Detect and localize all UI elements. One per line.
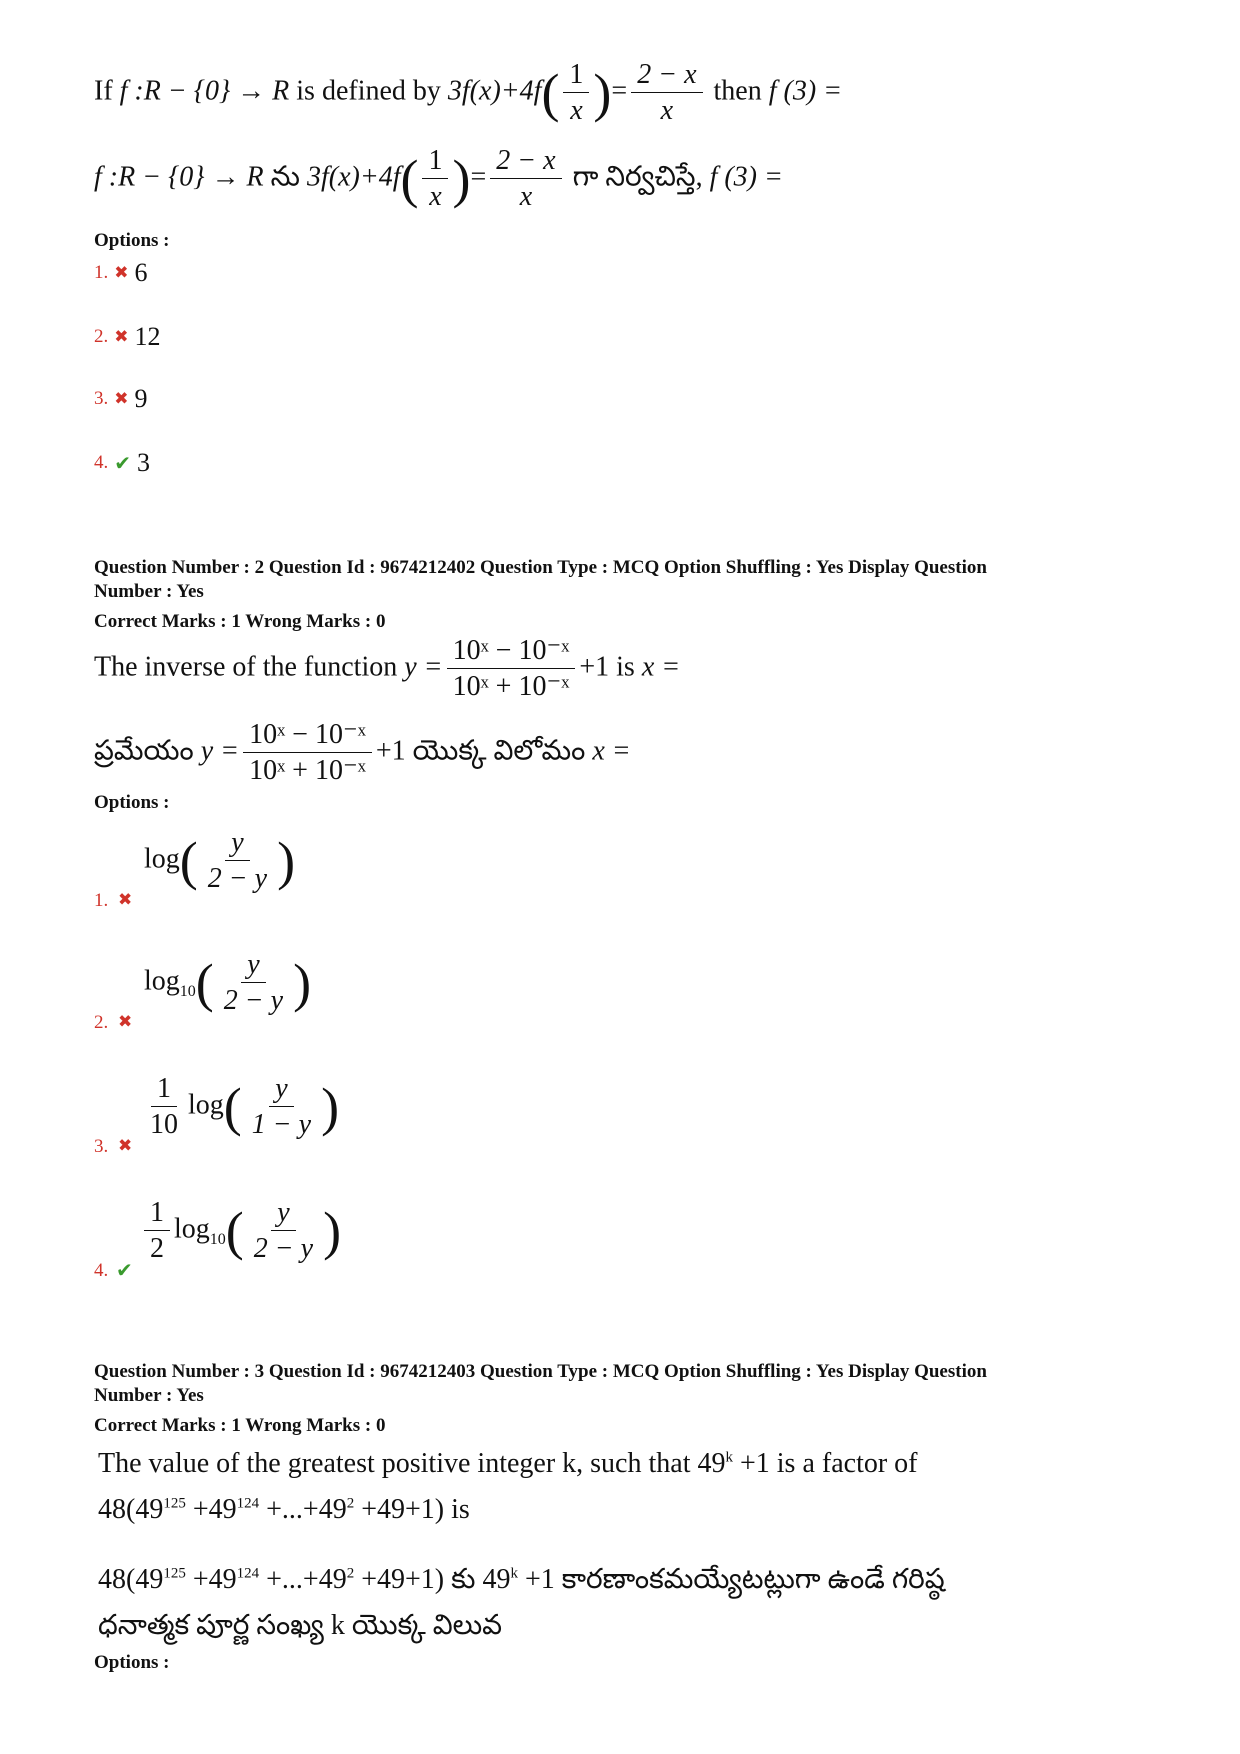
q3-meta-line1: Question Number : 3 Question Id : 9674212403 Question Type : MCQ Option Shuffling : Yes Display Question: [94, 1361, 987, 1382]
q2-te-lead: ప్రమేయం: [94, 735, 194, 767]
option-value: 3: [137, 448, 151, 477]
q2-english-statement: [94, 636, 680, 702]
q2-meta-line2: Number : Yes: [94, 581, 204, 602]
option-number: 2.: [94, 326, 109, 347]
q1-te-inner-fraction: $\frac{1}{x}$: [422, 146, 448, 212]
q2-te-fraction: $\frac{\text{10ˣ − 10⁻ˣ}}{\text{10ˣ + 10⁻ˣ}}$: [243, 720, 372, 786]
q2-en-fraction: $\frac{\text{10ˣ − 10⁻ˣ}}{\text{10ˣ + 10⁻ˣ}}$: [447, 636, 576, 702]
correct-check-icon: ✔: [116, 1258, 133, 1282]
option-number: 3.: [94, 1136, 109, 1157]
q2-en-y: y =: [404, 651, 443, 683]
q3-marks: Correct Marks : 1 Wrong Marks : 0: [94, 1415, 386, 1436]
q1-english-statement: If f :R − {0} → R is defined by 3f(x)+4f ( $\frac{1}{x}$ ) = $\frac{2 - x}{x}$ then f (3) =: [94, 59, 843, 127]
q1-en-function-def: f :R − {0} → R: [119, 75, 290, 107]
q2-en-tail: is: [616, 651, 635, 683]
q1-te-rhs-fraction: $\frac{2 - x}{x}$: [490, 146, 561, 212]
correct-check-icon: ✔: [114, 451, 132, 475]
wrong-mark-icon: ✖: [114, 263, 129, 283]
q3-english-line1: The value of the greatest positive integer k, such that 49$^k$ +1 is a factor of: [98, 1448, 918, 1479]
option-expression: $\frac{1}{2}$ $\log_{10}$ ( $\frac{y}{2 - y}$ ): [140, 1198, 341, 1264]
q2-options-label: Options :: [94, 792, 170, 813]
option-number: 4.: [94, 452, 109, 473]
wrong-mark-icon: ✖: [114, 389, 129, 409]
q2-option-3[interactable]: [94, 1068, 494, 1168]
q1-option-4[interactable]: [94, 448, 150, 478]
wrong-mark-icon: ✖: [114, 327, 129, 347]
q3-meta: [94, 1360, 1174, 1408]
wrong-mark-icon: ✖: [118, 1136, 133, 1156]
q1-option-3[interactable]: [94, 384, 148, 414]
q2-en-lead: The inverse of the function: [94, 651, 398, 683]
q2-en-plus: +1: [579, 651, 610, 683]
option-expression: $\log_{10}$ ( $\frac{y}{2 - y}$ ): [144, 949, 312, 1017]
q1-option-2[interactable]: [94, 322, 161, 352]
q1-te-function-def: f :R − {0} → R: [94, 161, 264, 193]
q3-options-label: Options :: [94, 1652, 170, 1673]
q1-en-mid: is defined by: [296, 75, 441, 107]
q1-te-tail: గా నిర్వచిస్తే,: [572, 161, 703, 193]
option-number: 1.: [94, 262, 109, 283]
q2-meta-line1: Question Number : 2 Question Id : 9674212402 Question Type : MCQ Option Shuffling : Yes Display Question: [94, 557, 987, 578]
q1-options-label: Options :: [94, 230, 170, 251]
option-number: 3.: [94, 388, 109, 409]
q2-marks: Correct Marks : 1 Wrong Marks : 0: [94, 611, 386, 632]
q1-te-lhs: 3f(x)+4f: [306, 161, 401, 193]
q2-te-y: y =: [200, 735, 240, 767]
q1-option-1[interactable]: [94, 258, 148, 288]
q2-te-tail: యొక్క విలోమం: [412, 735, 586, 767]
q2-option-1[interactable]: [94, 822, 494, 922]
q3-meta-line2: Number : Yes: [94, 1385, 204, 1406]
option-expression: log ( $\frac{y}{2 - y}$ ): [144, 827, 296, 895]
q1-en-inner-fraction: $\frac{1}{x}$: [563, 60, 589, 126]
wrong-mark-icon: ✖: [118, 890, 133, 910]
q1-te-nu: ను: [270, 161, 300, 193]
q1-en-lead: If: [94, 75, 113, 107]
q2-option-4[interactable]: [94, 1192, 494, 1292]
q1-en-lhs: 3f(x)+4f: [447, 75, 542, 107]
option-value: 12: [134, 322, 161, 351]
q2-te-ask: x =: [592, 735, 631, 767]
q2-te-plus: +1: [375, 735, 406, 767]
q2-en-ask: x =: [641, 651, 681, 683]
q1-en-ask: f (3) =: [768, 75, 843, 107]
q2-meta: [94, 556, 1174, 604]
q2-option-2[interactable]: [94, 944, 494, 1044]
q1-telugu-statement: f :R − {0} → R ను 3f(x)+4f ( $\frac{1}{x}$ ) = $\frac{2 - x}{x}$ గా నిర్వచిస్తే, f (3) =: [94, 145, 783, 213]
q3-telugu-line2: ధనాత్మక పూర్ణ సంఖ్య k యొక్క విలువ: [98, 1610, 503, 1641]
wrong-mark-icon: ✖: [118, 1012, 133, 1032]
option-value: 9: [134, 384, 148, 413]
option-number: 4.: [94, 1260, 109, 1281]
option-value: 6: [134, 258, 148, 287]
q2-telugu-statement: [94, 720, 631, 786]
q3-english-line2: $48(49^{125} +49^{124} +...+49^2 +49+1)$ is: [98, 1494, 470, 1525]
q3-telugu-line1: $48(49^{125} +49^{124} +...+49^2 +49+1)$ కు 49$^k$ +1 కారణాంకమయ్యేటట్లుగా ఉండే గరిష్ఠ: [98, 1564, 945, 1595]
q1-en-tail: then: [713, 75, 762, 107]
option-number: 2.: [94, 1012, 109, 1033]
option-number: 1.: [94, 890, 109, 911]
q1-te-ask: f (3) =: [709, 161, 783, 193]
q1-en-rhs-fraction: $\frac{2 - x}{x}$: [631, 60, 702, 126]
option-expression: $\frac{1}{10}$ log ( $\frac{y}{1 - y}$ ): [150, 1073, 340, 1141]
